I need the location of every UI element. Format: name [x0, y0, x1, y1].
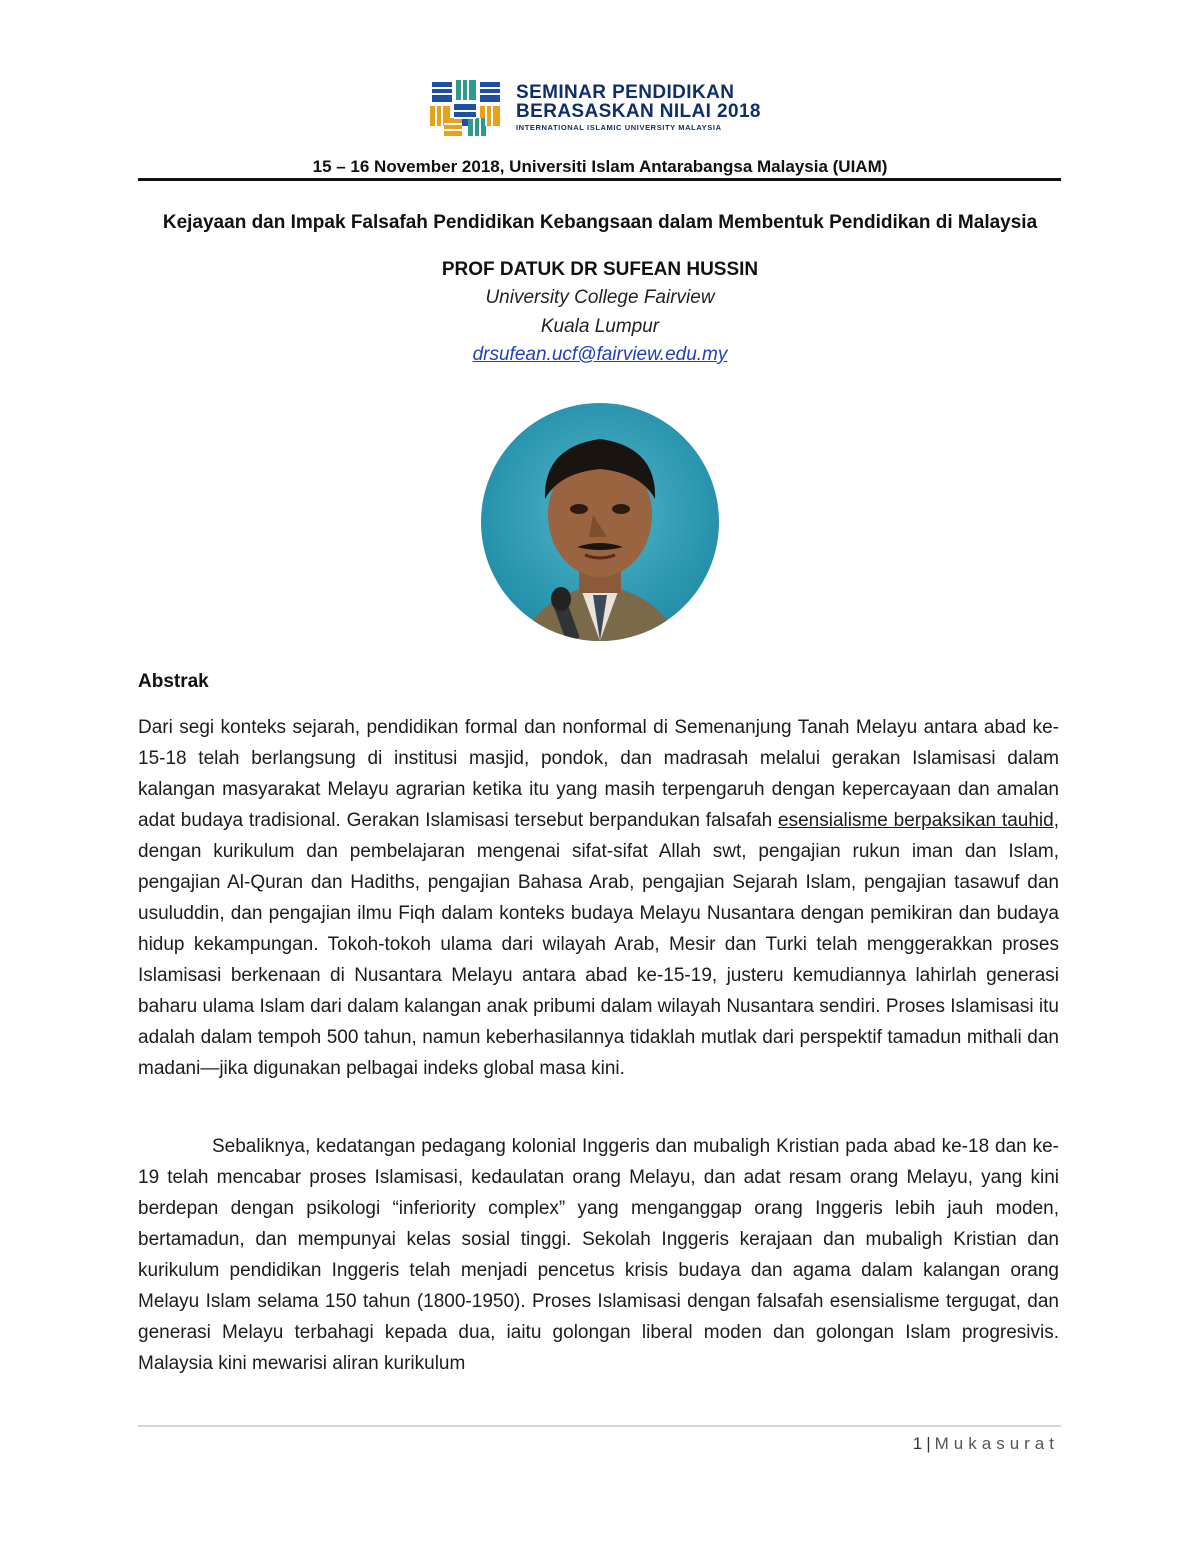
author-institution: University College Fairview	[485, 287, 715, 308]
abstract-heading: Abstrak	[138, 671, 209, 692]
author-photo	[481, 403, 719, 641]
logo-title-line2: BERASASKAN NILAI 2018	[516, 101, 761, 122]
author-name: PROF DATUK DR SUFEAN HUSSIN	[441, 259, 759, 280]
abstract-p1-text-before: Dari segi konteks sejarah, pendidikan formal dan nonformal di Semenanjung Tanah Melayu antara abad ke-15-18 telah berlangsung di institusi masjid, pondok, dan madrasah melalui gerakan Islamisasi dalam kalangan masyarakat Melayu agrarian ketika itu yang masih terpengaruh dengan kepercayaan dan amalan adat budaya tradisional. Gerakan Islamisasi tersebut berpandukan falsafah	[138, 717, 1059, 831]
abstract-paragraph-2: Sebaliknya, kedatangan pedagang kolonial Inggeris dan mubaligh Kristian pada abad ke-18 dan ke-19 telah mencabar proses Islamisasi, kedaulatan orang Melayu, dan adat resam orang Melayu, yang kini berdepan dengan psikologi “inferiority complex” yang menganggap orang Inggeris lebih jauh moden, bertamadun, dan mempunyai kelas sosial tinggi. Sekolah Inggeris kerajaan dan mubaligh Kristian dan kurikulum pendidikan Inggeris telah menjadi pencetus krisis budaya dan agama dalam kalangan orang Melayu Islam selama 150 tahun (1800-1950). Proses Islamisasi dengan falsafah esensialisme tergugat, dan generasi Melayu terbahagi kepada dua, iaitu golongan liberal moden dan golongan Islam progresivis. Malaysia kini mewarisi aliran kurikulum	[138, 1136, 1059, 1374]
author-email	[0, 344, 1200, 366]
author-city: Kuala Lumpur	[540, 316, 660, 337]
header-date-line: 15 – 16 November 2018, Universiti Islam Antarabangsa Malaysia (UIAM)	[312, 157, 888, 176]
abstract-p1-text-after: , dengan kurikulum dan pembelajaran mengenai sifat-sifat Allah swt, pengajian rukun iman dan Islam, pengajian Al-Quran dan Hadiths, pengajian Bahasa Arab, pengajian Sejarah Islam, pengajian tasawuf dan usuluddin, dan pengajian ilmu Fiqh dalam konteks budaya Melayu Nusantara dengan pemikiran dan budaya hidup kekampungan. Tokoh-tokoh ulama dari wilayah Arab, Mesir dan Turki telah menggerakkan proses Islamisasi berkenaan di Nusantara Melayu antara abad ke-15-19, justeru kemudiannya lahirlah generasi baharu ulama Islam dari dalam kalangan anak pribumi dalam wilayah Nusantara sendiri. Proses Islamisasi itu adalah dalam tempoh 500 tahun, namun keberhasilannya tidaklah mutlak dari perspektif tamadun mithali dan madani—jika digunakan pelbagai indeks global masa kini.	[138, 810, 1059, 1079]
page-footer	[913, 1434, 1059, 1454]
header-divider	[138, 178, 1061, 181]
logo-title-line1: SEMINAR PENDIDIKAN	[516, 82, 735, 103]
footer-separator: |	[926, 1434, 931, 1453]
abstract-p1-underlined-term: esensialisme berpaksikan tauhid	[778, 810, 1054, 831]
logo-subtitle: INTERNATIONAL ISLAMIC UNIVERSITY MALAYSIA	[516, 123, 722, 132]
footer-page-label: Mukasurat	[934, 1434, 1059, 1453]
seminar-logo-icon	[428, 78, 510, 138]
seminar-logo	[428, 78, 778, 138]
paper-title: Kejayaan dan Impak Falsafah Pendidikan Kebangsaan dalam Membentuk Pendidikan di Malaysia	[162, 212, 1038, 233]
author-portrait-image	[481, 403, 719, 641]
page-number: 1	[912, 1434, 923, 1453]
author-email-link[interactable]: drsufean.ucf@fairview.edu.my	[472, 344, 728, 365]
footer-divider	[138, 1425, 1061, 1427]
abstract-paragraph-1	[138, 712, 1059, 1084]
